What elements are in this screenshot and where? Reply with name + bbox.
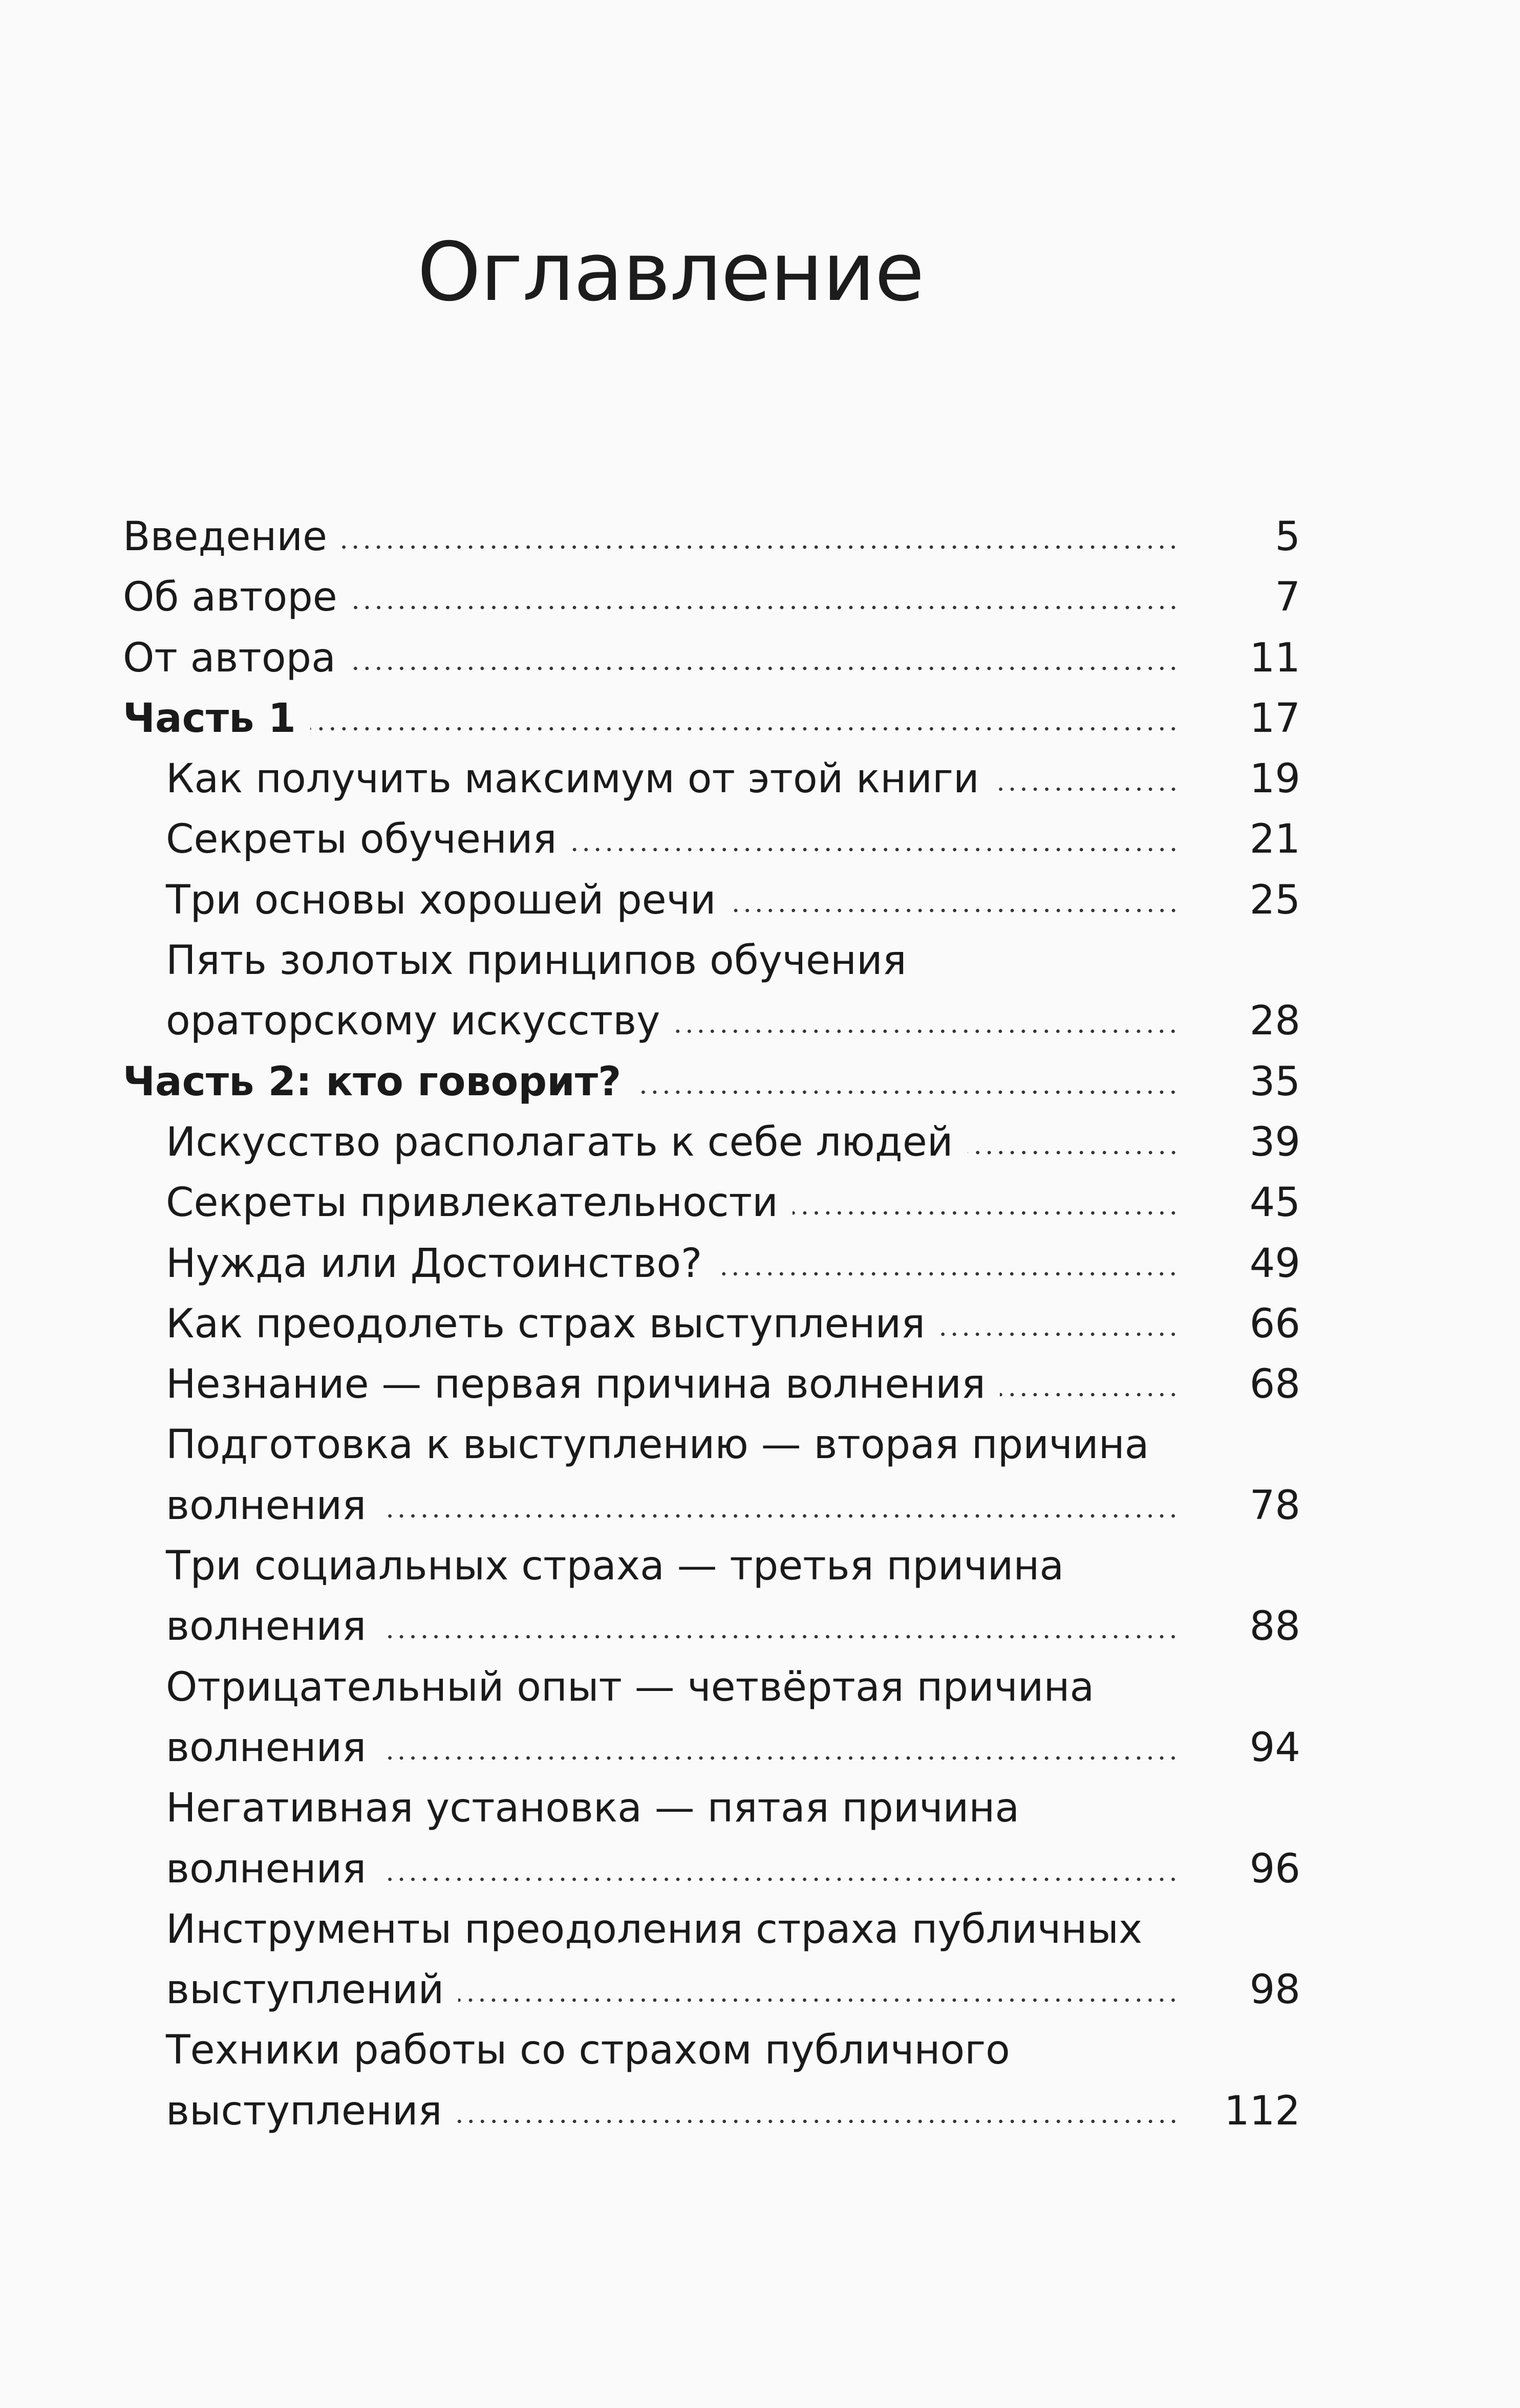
toc-page-number: 35 <box>1249 1058 1300 1105</box>
toc-entry[interactable] <box>123 809 1300 870</box>
dot-leader <box>341 530 1179 550</box>
toc-entry-title: Подготовка к выступлению — вторая причина <box>166 1422 1149 1468</box>
toc-entry-line <box>123 567 1300 627</box>
toc-page-number: 11 <box>1249 635 1300 681</box>
page-title: Оглавление <box>417 225 924 319</box>
toc-entry-title: Техники работы со страхом публичного <box>166 2027 1010 2074</box>
toc-entry-line <box>166 1476 1300 1536</box>
toc-entry[interactable] <box>123 507 1300 567</box>
toc-entry-line <box>166 2081 1300 2141</box>
toc-entry-line <box>123 507 1300 567</box>
dot-leader <box>457 2104 1180 2124</box>
toc-page-number: 19 <box>1249 756 1300 802</box>
toc-entry[interactable] <box>123 1233 1300 1294</box>
toc-entry[interactable] <box>123 1536 1300 1657</box>
toc-page-number: 66 <box>1249 1300 1300 1347</box>
toc-entry-title: Отрицательный опыт — четвёртая причина <box>166 1664 1095 1710</box>
toc-entry-line <box>166 1233 1300 1294</box>
toc-entry-title: Секреты обучения <box>166 816 557 863</box>
toc-entry-title: Как получить максимум от этой книги <box>166 756 979 802</box>
toc-entry-line <box>166 1596 1300 1657</box>
toc-entry[interactable] <box>123 1294 1300 1354</box>
dot-leader <box>994 772 1179 792</box>
toc-entry-title: выступления <box>166 2088 442 2134</box>
toc-entry-line <box>166 930 1300 991</box>
toc-entry[interactable] <box>123 688 1300 749</box>
dot-leader <box>458 1983 1179 2003</box>
toc-entry-title: выступлений <box>166 1967 444 2013</box>
toc-entry-line <box>166 1839 1300 1899</box>
dot-leader <box>380 1741 1179 1761</box>
toc-entry-title: волнения <box>166 1603 367 1650</box>
toc-page-number: 88 <box>1249 1603 1300 1650</box>
toc-entry-line <box>166 1415 1300 1475</box>
toc-entry-line <box>166 1899 1300 1960</box>
toc-page-number: 98 <box>1249 1967 1300 2013</box>
toc-entry[interactable] <box>123 628 1300 688</box>
toc-entry-line <box>166 870 1300 930</box>
toc-entry-line <box>166 1173 1300 1233</box>
toc-page-number: 7 <box>1275 574 1300 621</box>
toc-entry-title: Инструменты преодоления страха публичных <box>166 1906 1143 1953</box>
toc-entry[interactable] <box>123 1657 1300 1778</box>
toc-entry-title: Нужда или Достоинство? <box>166 1240 702 1287</box>
dot-leader <box>352 590 1179 611</box>
toc-entry[interactable] <box>123 1778 1300 1899</box>
toc-entry-line <box>166 749 1300 809</box>
toc-page-number: 112 <box>1224 2088 1300 2134</box>
toc-entry-title: ораторскому искусству <box>166 998 660 1045</box>
toc-entry[interactable] <box>123 1112 1300 1173</box>
toc-page-number: 25 <box>1249 877 1300 923</box>
toc-entry-title: Часть 1 <box>123 695 296 742</box>
toc-entry[interactable] <box>123 870 1300 930</box>
toc-page-number: 45 <box>1249 1180 1300 1226</box>
toc-entry-title: Об авторе <box>123 574 337 621</box>
toc-entry[interactable] <box>123 1052 1300 1112</box>
toc-entry-line <box>166 1778 1300 1838</box>
toc-entry[interactable] <box>123 2020 1300 2141</box>
toc-entry[interactable] <box>123 1173 1300 1233</box>
toc-entry-title: Как преодолеть страх выступления <box>166 1300 926 1347</box>
dot-leader <box>716 1256 1179 1277</box>
dot-leader <box>674 1014 1179 1034</box>
toc-entry-title: Незнание — первая причина волнения <box>166 1361 986 1408</box>
toc-page-number: 21 <box>1249 816 1300 863</box>
toc-entry-title: Три основы хорошей речи <box>166 877 716 923</box>
toc-entry-title: От автора <box>123 635 336 681</box>
toc-entry-line <box>166 1294 1300 1354</box>
toc-entry-line <box>166 1960 1300 2020</box>
toc-entry-title: Негативная установка — пятая причина <box>166 1785 1020 1832</box>
toc-entry-line <box>166 1718 1300 1778</box>
toc-page-number: 49 <box>1249 1240 1300 1287</box>
toc-page-number: 68 <box>1249 1361 1300 1408</box>
toc-entry-line <box>166 1657 1300 1718</box>
toc-entry-title: волнения <box>166 1482 367 1529</box>
toc-entry-line <box>166 2020 1300 2080</box>
toc-entry[interactable] <box>123 930 1300 1052</box>
dot-leader <box>380 1862 1179 1882</box>
toc-page-number: 17 <box>1249 695 1300 742</box>
toc-entry-line <box>123 628 1300 688</box>
dot-leader <box>571 832 1179 853</box>
toc-entry[interactable] <box>123 749 1300 809</box>
toc-entry-line <box>166 1112 1300 1173</box>
toc-page-number: 39 <box>1249 1119 1300 1165</box>
dot-leader <box>380 1619 1179 1640</box>
toc-entry[interactable] <box>123 1899 1300 2021</box>
toc-entry-title: волнения <box>166 1846 367 1892</box>
dot-leader <box>310 711 1179 732</box>
toc-entry-title: Секреты привлекательности <box>166 1180 778 1226</box>
toc-entry-title: волнения <box>166 1724 367 1771</box>
toc-entry-title: Три социальных страха — третья причина <box>166 1543 1064 1590</box>
toc-page-number: 5 <box>1275 514 1300 560</box>
toc-page-number: 96 <box>1249 1846 1300 1892</box>
toc-entry-title: Пять золотых принципов обучения <box>166 938 907 984</box>
dot-leader <box>1000 1377 1179 1398</box>
dot-leader <box>380 1499 1179 1519</box>
toc-entry-line <box>166 809 1300 870</box>
toc-entry-title: Введение <box>123 514 328 560</box>
toc-entry-title: Часть 2: кто говорит? <box>123 1058 622 1105</box>
toc-page-number: 28 <box>1249 998 1300 1045</box>
toc-entry[interactable] <box>123 567 1300 627</box>
toc-entry[interactable] <box>123 1354 1300 1415</box>
toc-entry[interactable] <box>123 1415 1300 1536</box>
dot-leader <box>939 1317 1179 1337</box>
toc-entry-title: Искусство располагать к себе людей <box>166 1119 953 1165</box>
toc-page-number: 78 <box>1249 1482 1300 1529</box>
table-of-contents <box>123 507 1300 2141</box>
toc-page-number: 94 <box>1249 1724 1300 1771</box>
toc-entry-line <box>166 991 1300 1051</box>
dot-leader <box>731 893 1179 914</box>
toc-entry-line <box>123 1052 1300 1112</box>
dot-leader <box>350 651 1179 671</box>
toc-entry-line <box>123 688 1300 749</box>
toc-entry-line <box>166 1536 1300 1596</box>
dot-leader <box>968 1135 1179 1156</box>
dot-leader <box>635 1075 1179 1095</box>
toc-entry-line <box>166 1354 1300 1415</box>
dot-leader <box>793 1196 1179 1216</box>
